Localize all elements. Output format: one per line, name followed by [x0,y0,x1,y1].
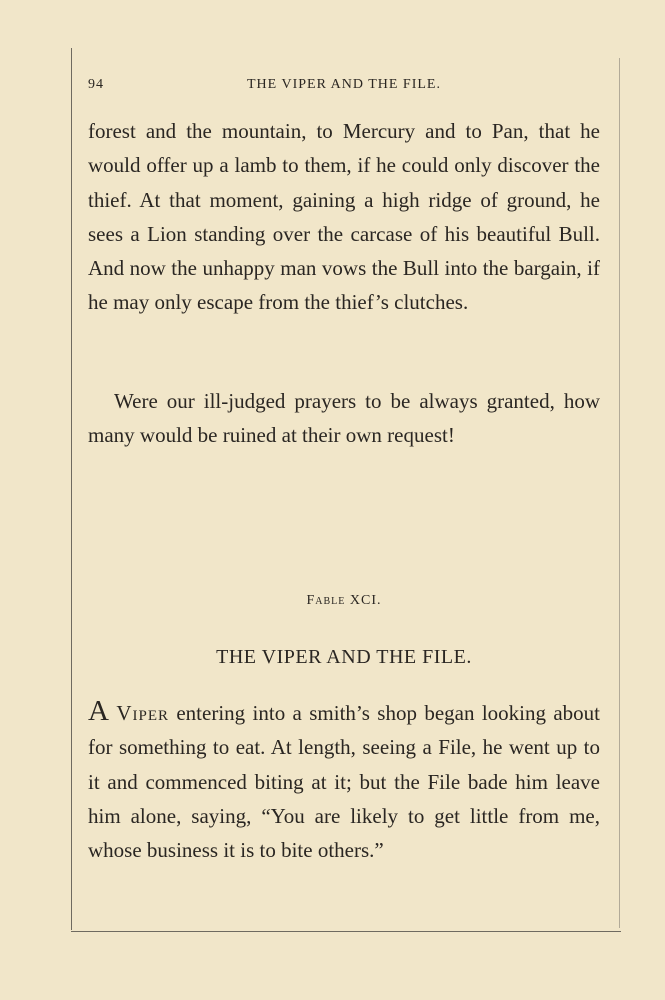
page-frame-left-rule [71,48,72,930]
page-number: 94 [88,77,104,92]
fable-lead-word: Viper [116,701,169,725]
page-frame-right-rule [619,58,620,928]
paragraph-continued: forest and the mountain, to Mercury and to Pan, that he would offer up a lamb to them, if he could only discover the thief. At that moment, gaining a high ridge of ground, he sees a Lion standing over the carcase of his beautiful Bull. And now the unhappy man vows the Bull into the bargain, if he may only escape from the thief’s clutches. [88,119,600,315]
running-head: THE VIPER AND THE FILE. [247,77,441,92]
fable-number: Fable XCI. [306,593,382,608]
page-header [88,77,600,97]
fable-text: entering into a smith’s shop began looking about for something to eat. At length, seeing a File, he went up to it and commenced biting at it; but the File bade him leave him alone, saying, “You are likely to get little from me, whose business it is to bite others.” [88,701,601,863]
page-frame-bottom-rule [71,931,621,932]
fable-title: THE VIPER AND THE FILE. [216,646,472,668]
paragraph-moral: Were our ill-judged prayers to be always granted, how many would be ruined at their own request! [88,389,600,448]
fable-paragraph [88,696,600,867]
drop-cap: A [88,695,109,727]
